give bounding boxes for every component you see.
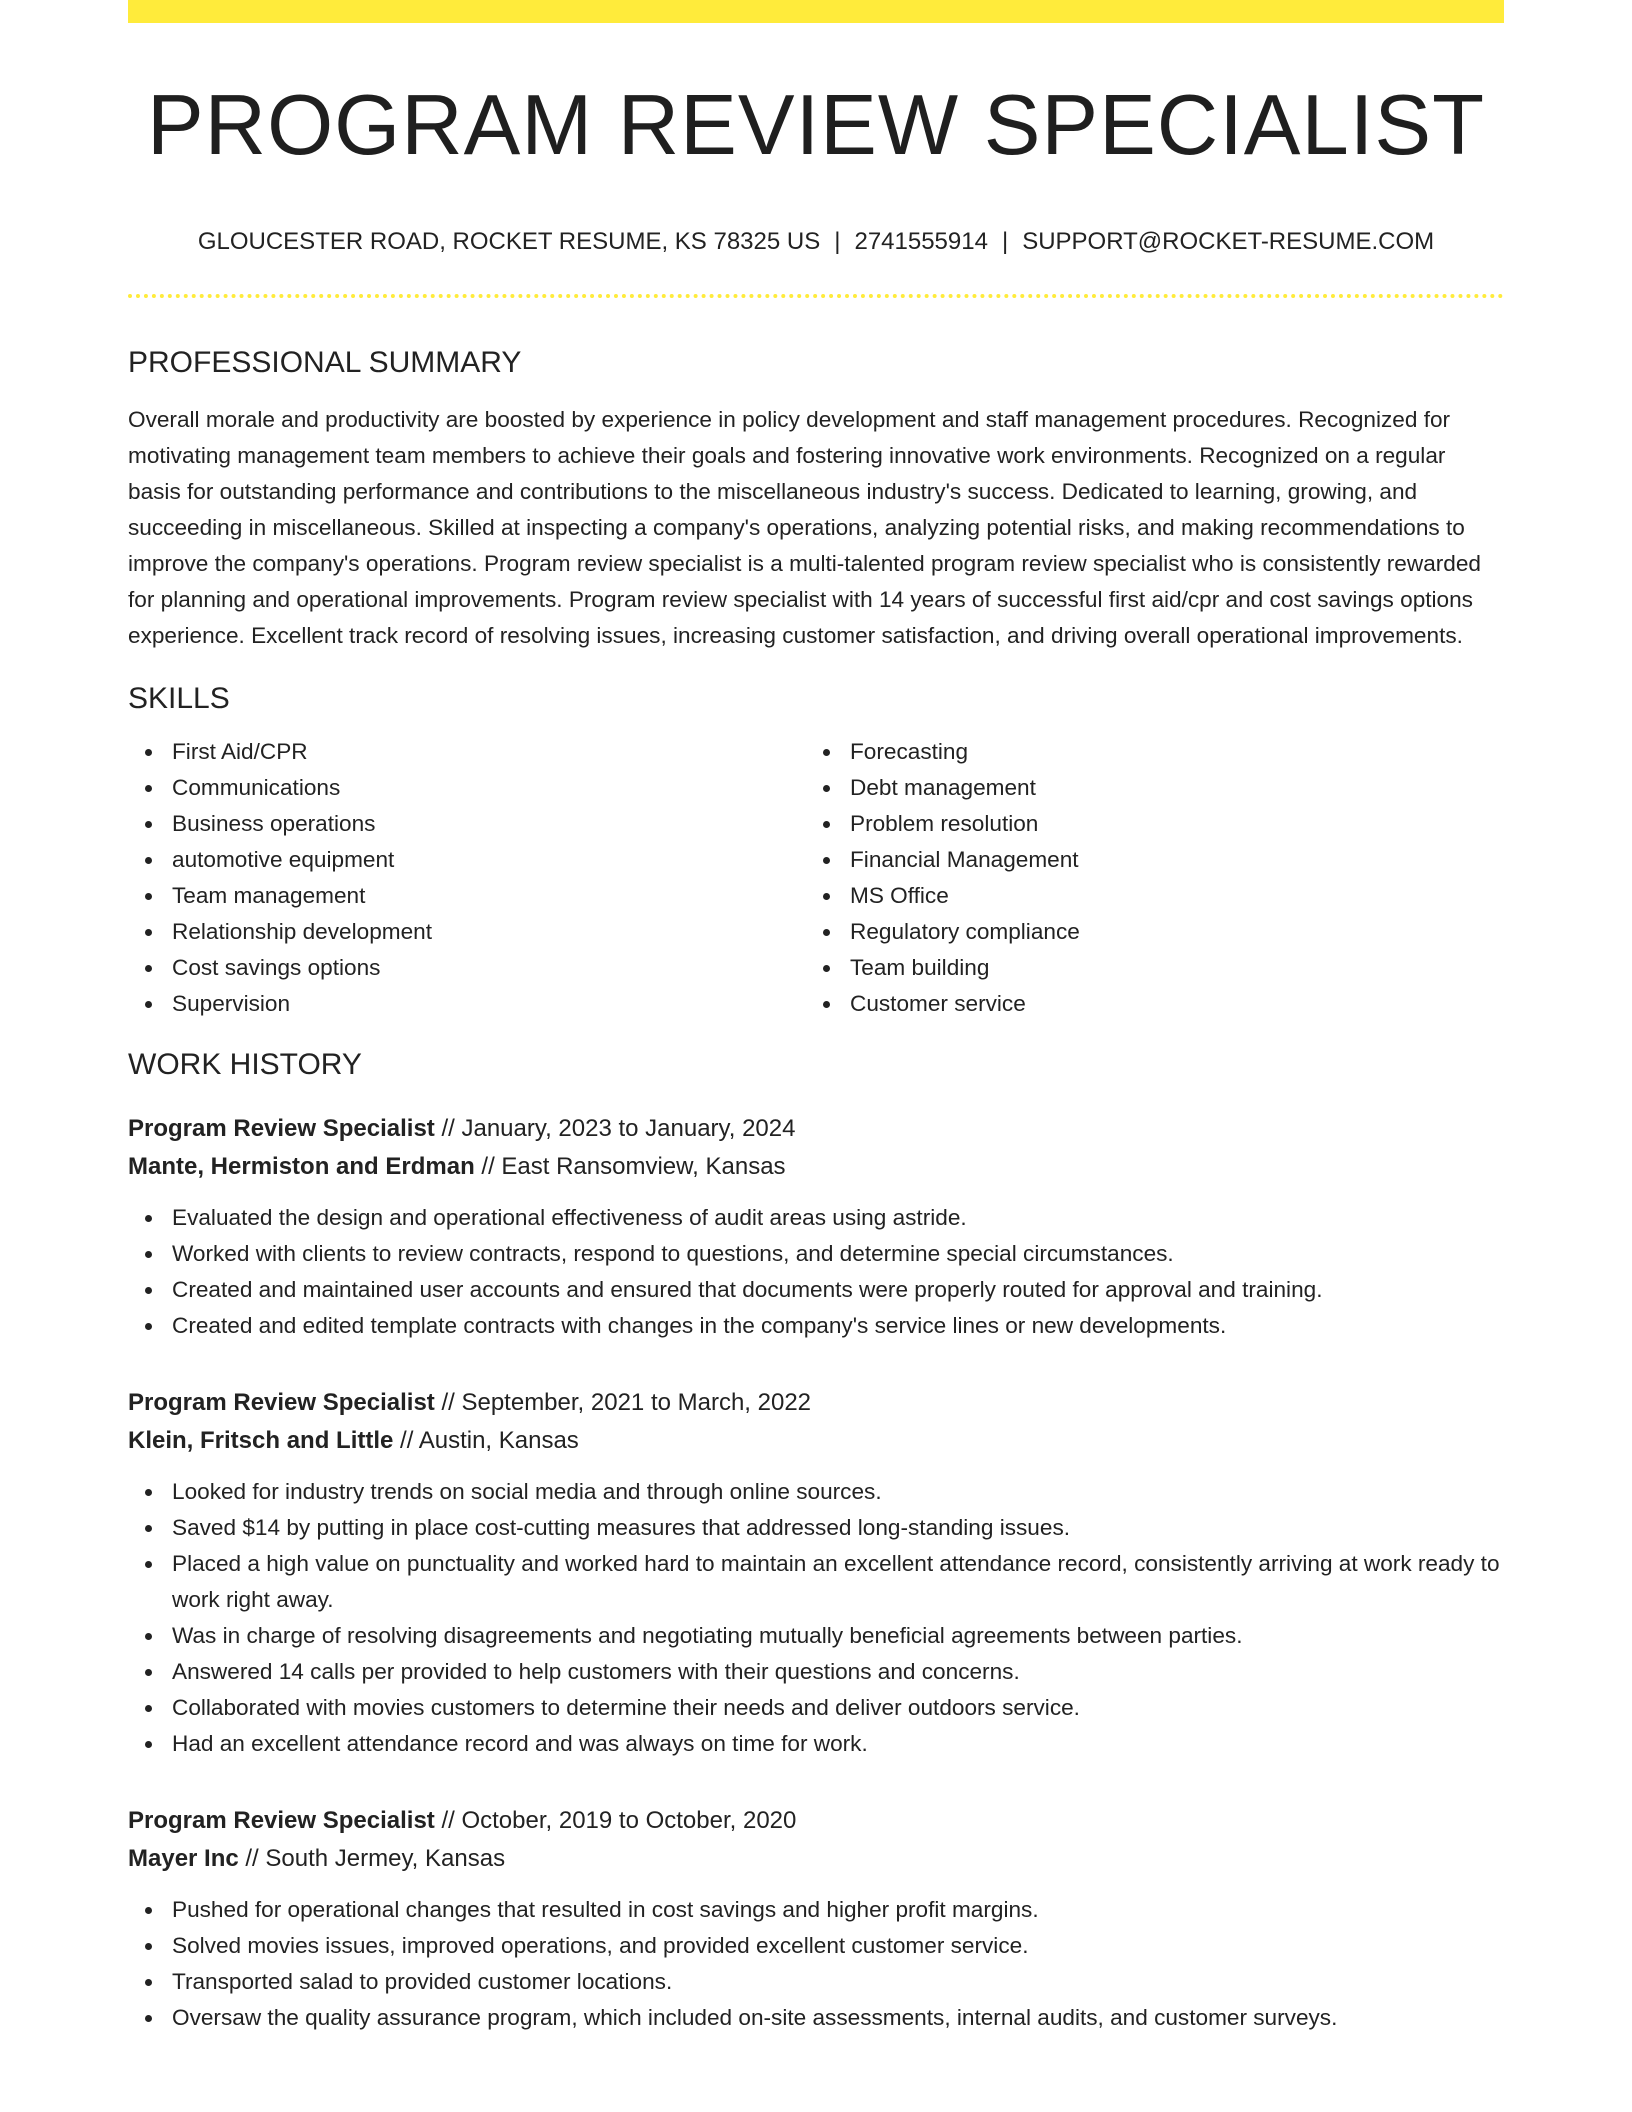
job-bullet: Created and edited template contracts with changes in the company's service lines or new developments. — [128, 1308, 1504, 1344]
job-company-line — [128, 1148, 1504, 1186]
skill-item: Forecasting — [806, 734, 1484, 770]
skill-item: Customer service — [806, 986, 1484, 1022]
job-company: Mante, Hermiston and Erdman — [128, 1153, 475, 1180]
contact-line — [128, 230, 1504, 254]
job-company-line — [128, 1422, 1504, 1460]
dotted-divider — [128, 294, 1504, 298]
skill-item: Business operations — [128, 806, 806, 842]
job-bullets — [128, 1892, 1504, 2036]
resume-title: PROGRAM REVIEW SPECIALIST — [146, 78, 1486, 173]
job-company-line — [128, 1840, 1504, 1878]
job-company: Mayer Inc — [128, 1845, 239, 1872]
skill-item: MS Office — [806, 878, 1484, 914]
contact-phone: 2741555914 — [854, 228, 988, 255]
skill-item: Financial Management — [806, 842, 1484, 878]
job-bullet: Pushed for operational changes that resulted in cost savings and higher profit margins. — [128, 1892, 1504, 1928]
skill-item: Team building — [806, 950, 1484, 986]
skill-item: First Aid/CPR — [128, 734, 806, 770]
contact-email[interactable]: SUPPORT@ROCKET-RESUME.COM — [1022, 228, 1435, 255]
job-dates: // October, 2019 to October, 2020 — [434, 1807, 797, 1834]
job-bullets — [128, 1200, 1504, 1344]
job-role-line — [128, 1110, 1504, 1148]
job-dates: // September, 2021 to March, 2022 — [434, 1389, 812, 1416]
job-entry — [128, 1110, 1504, 1344]
skills-list-right — [806, 734, 1484, 1022]
job-location: // East Ransomview, Kansas — [474, 1153, 786, 1180]
job-bullet: Saved $14 by putting in place cost-cutting measures that addressed long-standing issues. — [128, 1510, 1504, 1546]
job-entry — [128, 1384, 1504, 1762]
job-role-line — [128, 1802, 1504, 1840]
resume-page — [128, 0, 1504, 2036]
job-location: // Austin, Kansas — [393, 1427, 579, 1454]
job-dates: // January, 2023 to January, 2024 — [434, 1115, 796, 1142]
job-bullet: Worked with clients to review contracts, respond to questions, and determine special circumstances. — [128, 1236, 1504, 1272]
job-bullet: Solved movies issues, improved operations, and provided excellent customer service. — [128, 1928, 1504, 1964]
skills-list-left — [128, 734, 806, 1022]
section-title-summary: PROFESSIONAL SUMMARY — [128, 346, 522, 379]
contact-separator: | — [834, 228, 841, 255]
section-title-skills: SKILLS — [128, 682, 230, 715]
job-bullet: Placed a high value on punctuality and worked hard to maintain an excellent attendance record, consistently arriving at work ready to work right away. — [128, 1546, 1504, 1618]
job-bullet: Collaborated with movies customers to determine their needs and deliver outdoors service. — [128, 1690, 1504, 1726]
job-bullets — [128, 1474, 1504, 1762]
job-company: Klein, Fritsch and Little — [128, 1427, 394, 1454]
section-title-work-history: WORK HISTORY — [128, 1048, 362, 1081]
skill-item: Cost savings options — [128, 950, 806, 986]
skill-item: Regulatory compliance — [806, 914, 1484, 950]
job-location: // South Jermey, Kansas — [238, 1845, 506, 1872]
job-bullet: Created and maintained user accounts and ensured that documents were properly routed for approval and training. — [128, 1272, 1504, 1308]
skill-item: Supervision — [128, 986, 806, 1022]
job-entry — [128, 1802, 1504, 2036]
skills-columns — [128, 734, 1504, 1022]
job-bullet: Looked for industry trends on social media and through online sources. — [128, 1474, 1504, 1510]
skill-item: Communications — [128, 770, 806, 806]
contact-address: GLOUCESTER ROAD, ROCKET RESUME, KS 78325 US — [197, 228, 821, 255]
job-role: Program Review Specialist — [128, 1115, 435, 1142]
job-bullet: Oversaw the quality assurance program, which included on-site assessments, internal audits, and customer surveys. — [128, 2000, 1504, 2036]
job-bullet: Had an excellent attendance record and was always on time for work. — [128, 1726, 1504, 1762]
contact-separator: | — [1001, 228, 1009, 255]
skill-item: Relationship development — [128, 914, 806, 950]
job-bullet: Evaluated the design and operational effectiveness of audit areas using astride. — [128, 1200, 1504, 1236]
job-bullet: Answered 14 calls per provided to help customers with their questions and concerns. — [128, 1654, 1504, 1690]
accent-top-bar — [128, 0, 1504, 23]
job-role-line — [128, 1384, 1504, 1422]
job-bullet: Transported salad to provided customer locations. — [128, 1964, 1504, 2000]
job-bullet: Was in charge of resolving disagreements and negotiating mutually beneficial agreements between parties. — [128, 1618, 1504, 1654]
summary-paragraph: Overall morale and productivity are boosted by experience in policy development and staff management procedures. Recognized for motivating management team members to achieve their goals and fostering innovative work environments. Recognized on a regular basis for outstanding performance and contributions to the miscellaneous industry's success. Dedicated to learning, growing, and succeeding in miscellaneous. Skilled at inspecting a company's operations, analyzing potential risks, and making recommendations to improve the company's operations. Program review specialist is a multi-talented program review specialist who is consistently rewarded for planning and operational improvements. Program review specialist with 14 years of successful first aid/cpr and cost savings options experience. Excellent track record of resolving issues, increasing customer satisfaction, and driving overall operational improvements. — [128, 407, 1481, 648]
skill-item: Debt management — [806, 770, 1484, 806]
skill-item: Team management — [128, 878, 806, 914]
skill-item: automotive equipment — [128, 842, 806, 878]
job-role: Program Review Specialist — [128, 1807, 435, 1834]
job-role: Program Review Specialist — [128, 1389, 435, 1416]
skill-item: Problem resolution — [806, 806, 1484, 842]
